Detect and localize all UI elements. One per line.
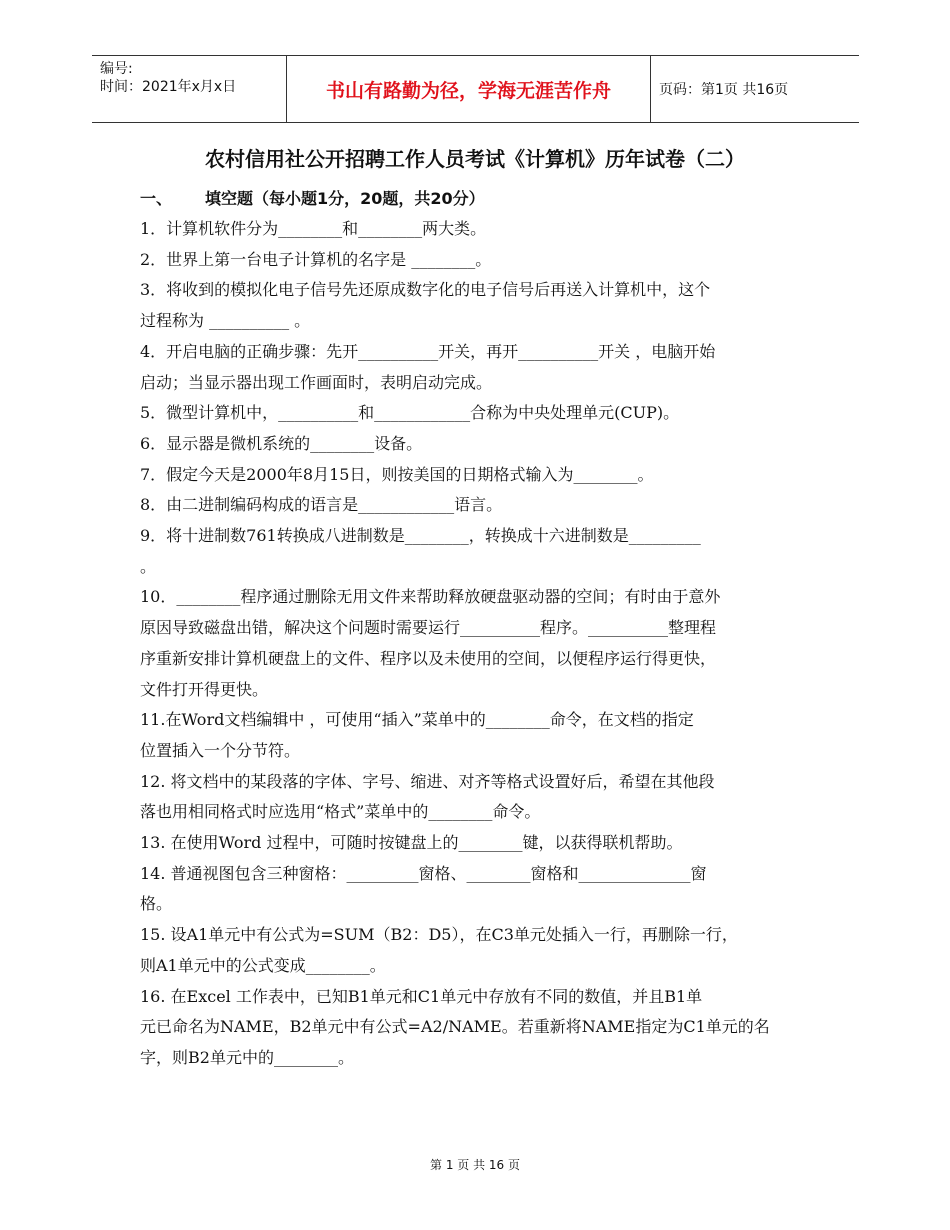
text-line: 1．计算机软件分为________和________两大类。 bbox=[140, 219, 487, 238]
text-line: 元已命名为NAME，B2单元中有公式=A2/NAME。若重新将NAME指定为C1单元的名 bbox=[140, 1017, 770, 1037]
text-line: 14. 普通视图包含三种窗格：_________窗格、________窗格和______________窗 bbox=[140, 863, 707, 883]
text-line: 格。 bbox=[140, 894, 173, 914]
text-line: 2．世界上第一台电子计算机的名字是 ________。 bbox=[140, 249, 492, 269]
time-label: 时间：2021年x月x日 bbox=[100, 79, 237, 95]
document-title: 农村信用社公开招聘工作人员考试《计算机》历年试卷（二） bbox=[205, 147, 745, 171]
text-line: 13. 在使用Word 过程中，可随时按键盘上的________键，以获得联机帮助。 bbox=[140, 833, 683, 853]
text-line: 落也用相同格式时应选用“格式”菜单中的________命令。 bbox=[140, 802, 541, 822]
text-line: 则A1单元中的公式变成________。 bbox=[140, 955, 386, 975]
text-line: 11.在Word文档编辑中 ，可使用“插入”菜单中的________命令，在文档的指定 bbox=[140, 710, 694, 730]
number-label: 编号: bbox=[100, 61, 133, 77]
text-line: 6．显示器是微机系统的________设备。 bbox=[140, 433, 423, 453]
text-line: 序重新安排计算机硬盘上的文件、程序以及未使用的空间，以便程序运行得更快， bbox=[140, 648, 717, 668]
text-line: 10．________程序通过删除无用文件来帮助释放硬盘驱动器的空间；有时由于意外 bbox=[140, 587, 721, 607]
page-header bbox=[92, 55, 859, 123]
header-page-info: 页码：第1页 共16页 bbox=[659, 82, 789, 98]
header-meta bbox=[92, 56, 287, 122]
text-line: 启动；当显示器出现工作画面时，表明启动完成。 bbox=[140, 372, 493, 392]
text-line: 字，则B2单元中的________。 bbox=[140, 1047, 354, 1067]
text-line: 16. 在Excel 工作表中，已知B1单元和C1单元中存放有不同的数值，并且B1单 bbox=[140, 986, 703, 1006]
text-line: 位置插入一个分节符。 bbox=[140, 740, 301, 760]
text-line: 文件打开得更快。 bbox=[140, 679, 269, 699]
text-line: 原因导致磁盘出错，解决这个问题时需要运行__________程序。__________整理程 bbox=[140, 618, 717, 638]
text-line: 8．由二进制编码构成的语言是____________语言。 bbox=[140, 495, 503, 515]
text-line: 12. 将文档中的某段落的字体、字号、缩进、对齐等格式设置好后，希望在其他段 bbox=[140, 771, 715, 791]
header-motto: 书山有路勤为径，学海无涯苦作舟 bbox=[287, 56, 651, 122]
section-title: 填空题（每小题1分，20题，共20分） bbox=[205, 189, 485, 208]
text-line: 3．将收到的模拟化电子信号先还原成数字化的电子信号后再送入计算机中，这个 bbox=[140, 280, 711, 300]
text-line: 过程称为 __________ 。 bbox=[140, 311, 311, 331]
section-number: 一、 bbox=[140, 189, 173, 208]
text-line: 4．开启电脑的正确步骤：先开__________开关，再开__________开关 ，电脑开始 bbox=[140, 341, 716, 361]
text-line: 5．微型计算机中，__________和____________合称为中央处理单元(CUP)。 bbox=[140, 403, 680, 423]
section-heading bbox=[140, 186, 485, 209]
text-line: 7．假定今天是2000年8月15日，则按美国的日期格式输入为________。 bbox=[140, 464, 654, 484]
page-footer: 第 1 页 共 16 页 bbox=[430, 1158, 520, 1172]
question-list bbox=[140, 214, 808, 1074]
text-line: 。 bbox=[140, 556, 157, 576]
text-line: 15. 设A1单元中有公式为=SUM（B2：D5），在C3单元处插入一行，再删除一行， bbox=[140, 925, 738, 945]
text-line: 9．将十进制数761转换成八进制数是________，转换成十六进制数是_________ bbox=[140, 526, 701, 546]
